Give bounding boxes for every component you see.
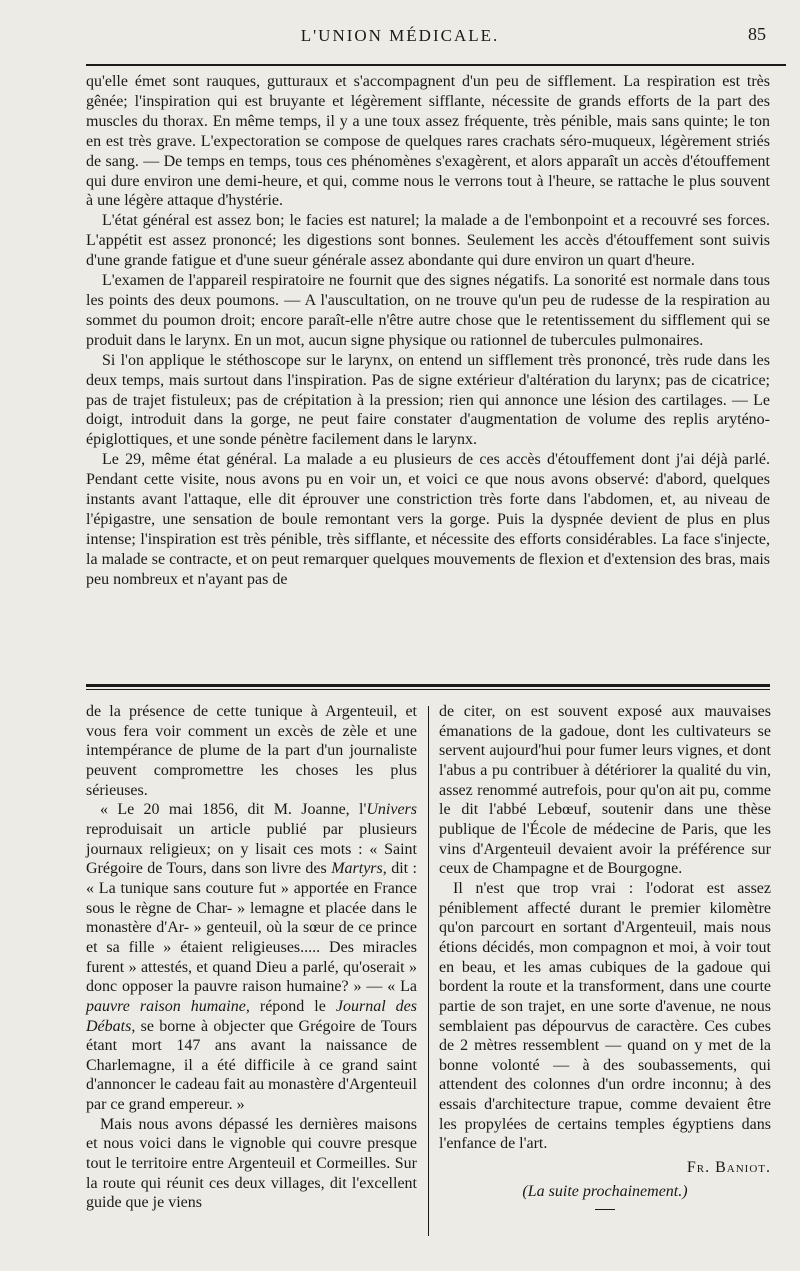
- column-paragraph: Il n'est que trop vrai : l'odorat est assez péniblement affecté durant le premier kilomètre qu'on parcourt en sortant d'Argenteuil, mais nous étions décidés, mon compagnon et moi, à voir tout en beau, et les amas cubiques de la gadoue qui bordent la route et la transforment, dans une courte partie de son trajet, en une sorte d'avenue, ne nous semblaient pas dépourvus de caractère. Ces cubes de 2 mètres ressemblent — quand on y met de la bonne volonté — à des soubassements, qui attendent des colonnes d'un ordre inconnu; à des essais d'architecture trapue, comme devaient être les propylées de certains temples égyptiens dans l'enfance de l'art.: [439, 879, 771, 1153]
- article-paragraph: qu'elle émet sont rauques, gutturaux et s'accompagnent d'un peu de sifflement. La respiration est très gênée; l'inspiration qui est bruyante et légèrement sifflante, nécessite de grands efforts de la part des muscles du thorax. En même temps, il y a une toux assez fréquente, très pénible, mais sans quinte; le ton en est très grave. L'expectoration se compose de quelques rares crachats séro-muqueux, légèrement striés de sang. — De temps en temps, tous ces phénomènes s'exagèrent, et alors apparaît un accès d'étouffement qui dure environ une demi-heure, et qui, comme nous le verrons tout à l'heure, se rattache le plus souvent à une légère attaque d'hystérie.: [86, 73, 770, 210]
- column-divider: [428, 706, 429, 1236]
- column-paragraph: de citer, on est souvent exposé aux mauvaises émanations de la gadoue, dont les cultivateurs se servent aujourd'hui pour fumer leurs vignes, et dont l'abus a pu contribuer à détériorer la qualité du vin, assez renommé autrefois, pour qu'on ait pu, comme le dit l'abbé Lebœuf, soutenir dans une thèse publique de l'École de médecine de Paris, que les vins d'Argenteuil devaient avoir la préférence sur ceux de Champagne et de Bourgogne.: [439, 703, 771, 878]
- column-paragraph: Mais nous avons dépassé les dernières maisons et nous voici dans le vignoble qui couvre presque tout le territoire entre Argenteuil et Cormeilles. Sur la route qui réunit ces deux villages, dit l'excellent guide que je viens: [86, 1115, 417, 1212]
- running-title: L'UNION MÉDICALE.: [300, 26, 500, 45]
- italic-title: Univers: [366, 801, 417, 819]
- feuilleton-rule: [86, 684, 770, 690]
- page-number: 85: [748, 24, 766, 44]
- italic-phrase: pauvre raison humaine,: [86, 997, 250, 1015]
- author-signature: Fr. Baniot.: [686, 1159, 771, 1177]
- italic-title: Martyrs: [331, 860, 383, 878]
- header-rule: [86, 64, 786, 66]
- medical-article: [86, 72, 770, 590]
- italic-title: Journal des Débats: [86, 997, 417, 1035]
- end-rule: [595, 1209, 615, 1210]
- feuilleton-left-column: [86, 702, 417, 1213]
- article-paragraph: L'état général est assez bon; le facies est naturel; la malade a de l'embonpoint et a recouvré ses forces. L'appétit est assez prononcé; les digestions sont bonnes. Seulement les accès d'étouffement sont suivis d'une grande fatigue et d'une sueur générale assez abondante qui dure environ un quart d'heure.: [86, 212, 770, 270]
- article-paragraph: Le 29, même état général. La malade a eu plusieurs de ces accès d'étouffement dont j'ai déjà parlé. Pendant cette visite, nous avons pu en voir un, et voici ce que nous avons observé: d'abord, quelques instants avant l'attaque, elle dit éprouver une constriction très forte dans l'abdomen, et, au niveau de l'épigastre, une sensation de boule remontant vers la gorge. Puis la dyspnée devient de plus en plus intense; l'inspiration est très pénible, très sifflante, et nécessite des efforts considérables. La face s'injecte, la malade se contracte, et on peut remarquer quelques mouvements de flexion et d'extension des bras, mais peu nombreux et n'ayant pas de: [86, 451, 770, 588]
- article-paragraph: L'examen de l'appareil respiratoire ne fournit que des signes négatifs. La sonorité est normale dans tous les points des deux poumons. — A l'auscultation, on ne trouve qu'un peu de rudesse de la respiration au sommet du poumon droit; encore paraît-elle n'être autre chose que le retentissement du sifflement qui se produit dans le larynx. En un mot, aucun signe physique ou rationnel de tubercules pulmonaires.: [86, 272, 770, 349]
- column-paragraph: de la présence de cette tunique à Argenteuil, et vous fera voir comment un excès de zèle et une intempérance de plume de la part d'un journaliste peuvent compromettre les choses les plus sérieuses.: [86, 703, 417, 799]
- article-paragraph: Si l'on applique le stéthoscope sur le larynx, on entend un sifflement très prononcé, très rude dans les deux temps, mais surtout dans l'inspiration. Pas de signe extérieur d'altération du larynx; pas de cicatrice; pas de trajet fistuleux; pas de crépitation à la pression; rien qui annonce une lésion des cartilages. — Le doigt, introduit dans la gorge, ne peut faire constater d'augmentation de volume des replis aryténo-épiglottiques, et une sonde pénètre facilement dans le larynx.: [86, 351, 770, 449]
- feuilleton-right-column: [439, 702, 771, 1210]
- continued-note: (La suite prochainement.): [522, 1182, 688, 1200]
- column-paragraph: « Le 20 mai 1856, dit M. Joanne, l'Univers reproduisait un article publié par plusieurs journaux religieux; on y lisait ces mots : « Saint Grégoire de Tours, dans son livre des Martyrs, dit : « La tunique sans couture fut » apportée en France sous le règne de Char- » lemagne et placée dans le monastère d'Ar- » genteuil, où la sœur de ce prince et sa fille » étaient religieuses..... Des miracles furent » attestés, et quand Dieu a parlé, qu'oserait » donc opposer la pauvre raison humaine? » — « La pauvre raison humaine, répond le Journal des Débats, se borne à objecter que Grégoire de Tours étant mort 147 ans avant la naissance de Charlemagne, il a été difficile à ce grand saint d'annoncer le cadeau fait au monastère d'Argenteuil par ce grand empereur. »: [86, 801, 417, 1114]
